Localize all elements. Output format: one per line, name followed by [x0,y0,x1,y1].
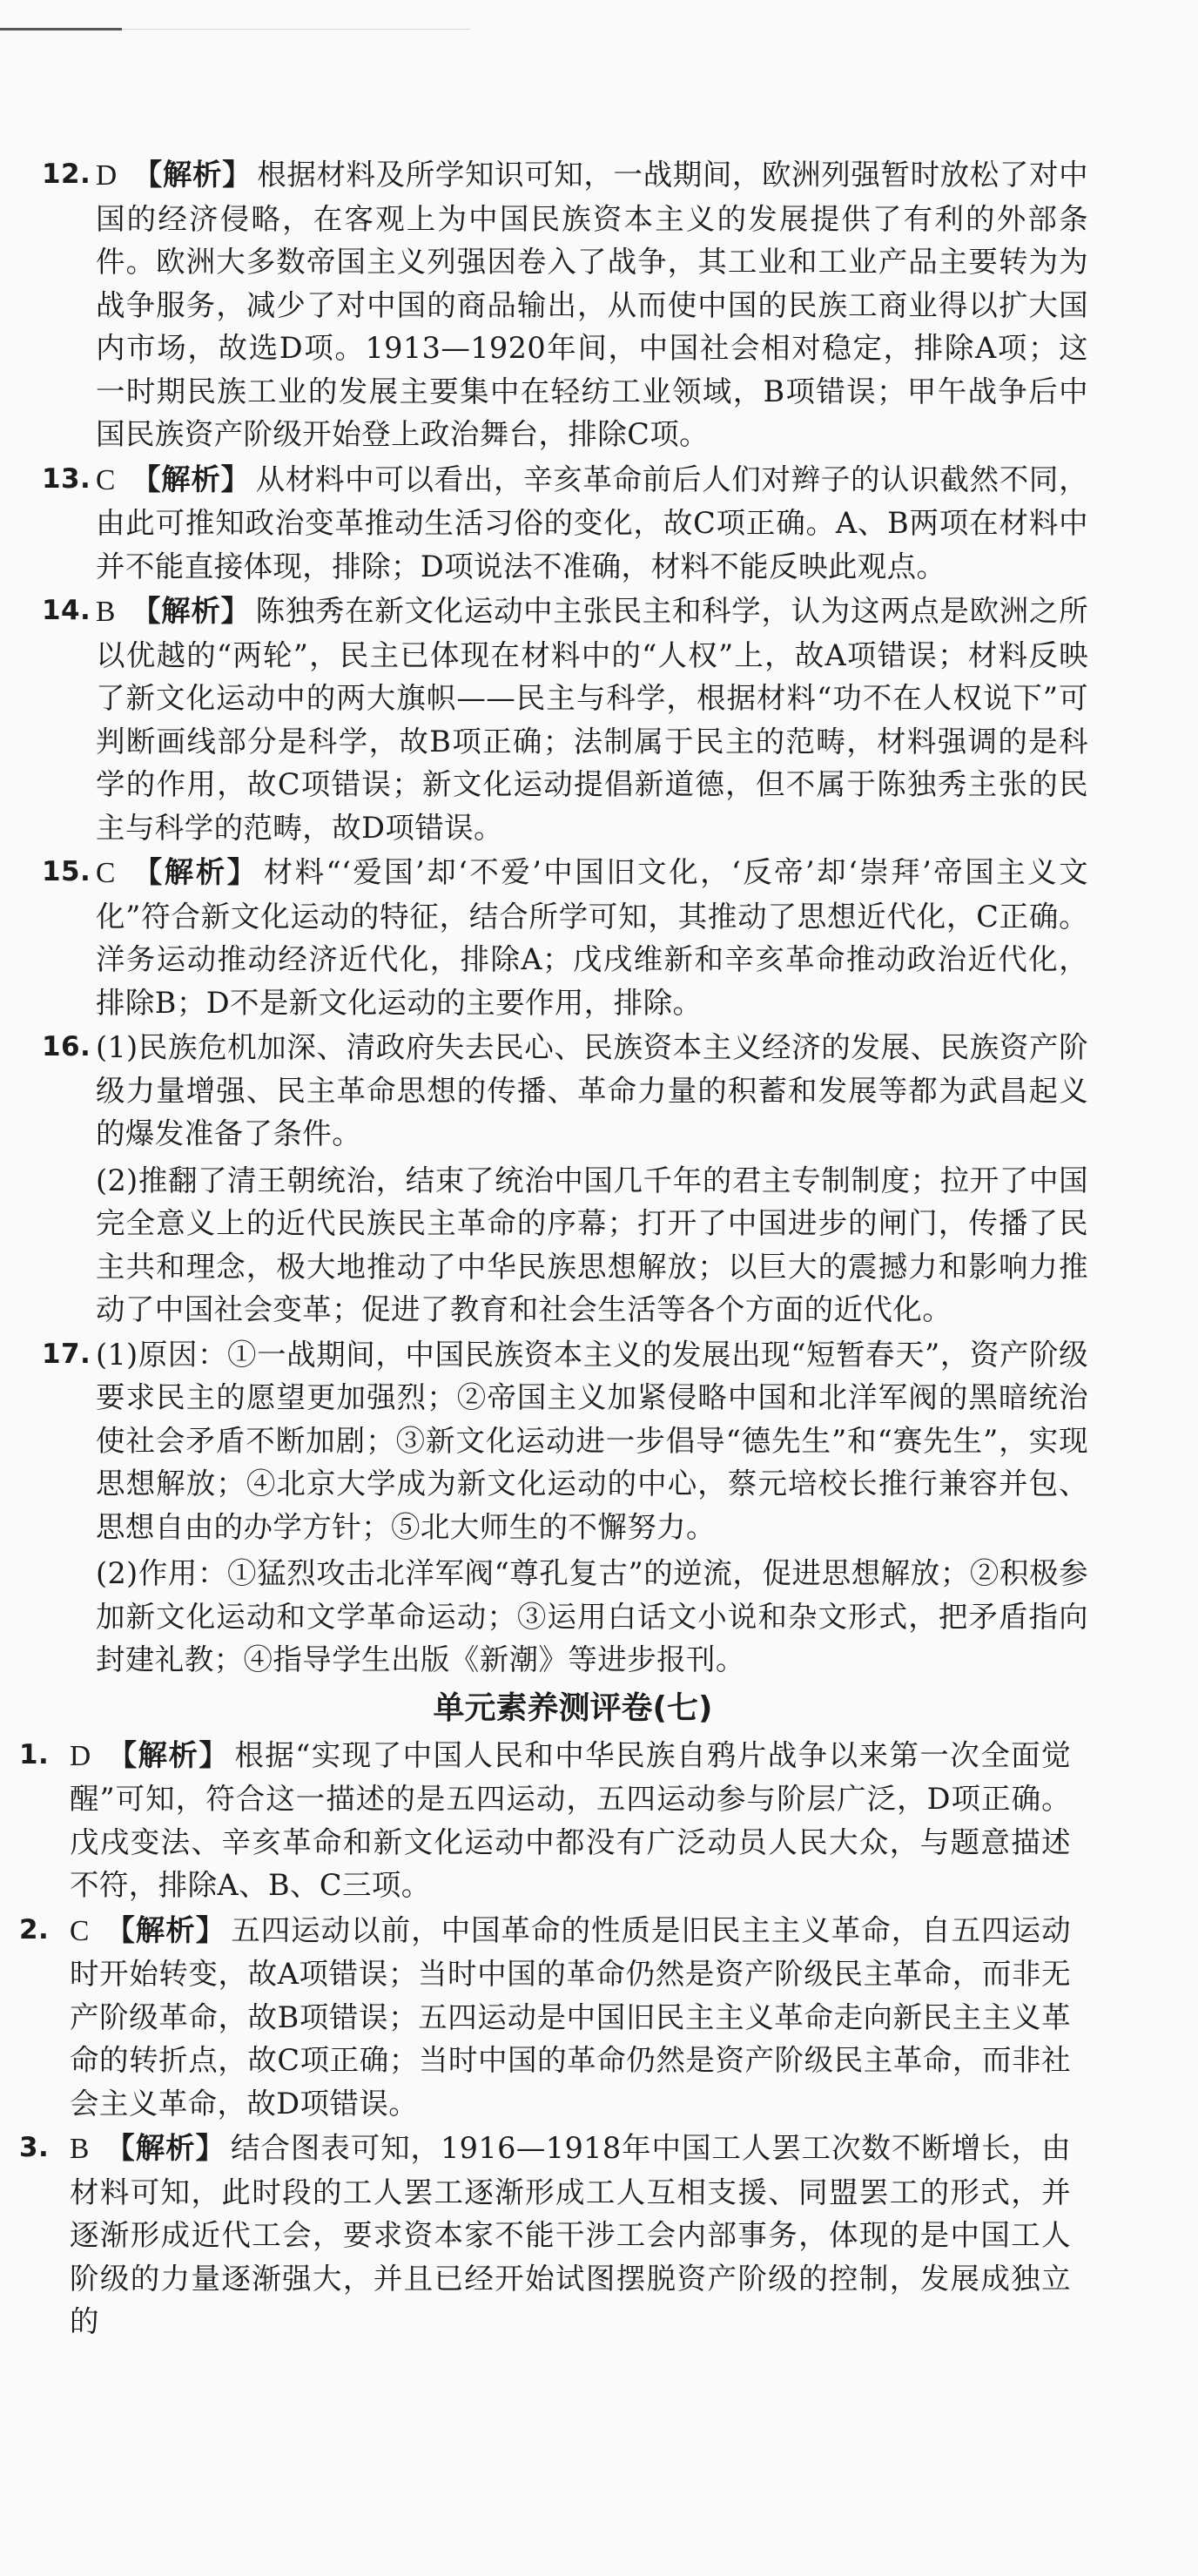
question-number: 15. [42,856,91,887]
analysis-tag: 【解析】 [131,594,251,628]
question-number: 3. [19,2132,50,2163]
analysis-tag: 【解析】 [106,1737,230,1772]
answer-item-12 [42,153,1088,456]
answer-part-1: (1)原因：①一战期间，中国民族资本主义的发展出现“短暂春天”，资产阶级要求民主的愿望更加强烈；②帝国主义加紧侵略中国和北洋军阀的黑暗统治使社会矛盾不断加剧；③新文化运动进一步倡导“德先生”和“赛先生”，实现思想解放；④北京大学成为新文化运动的中心，蔡元培校长推行兼容并包、思想自由的办学方针；⑤北大师生的不懈努力。 [96,1337,1088,1544]
answer-item-1 [19,1734,1072,1907]
analysis-text: 从材料中可以看出，辛亥革命前后人们对辫子的认识截然不同，由此可推知政治变革推动生活习俗的变化，故C项正确。A、B两项在材料中并不能直接体现，排除；D项说法不准确，材料不能反映此观点。 [96,462,1088,583]
answer-item-2 [19,1909,1071,2126]
answer-item-3 [19,2127,1071,2343]
analysis-text: 陈独秀在新文化运动中主张民主和科学，认为这两点是欧洲之所以优越的“两轮”，民主已体现在材料中的“人权”上，故A项错误；材料反映了新文化运动中的两大旗帜——民主与科学，根据材料“功不在人权说下”可判断画线部分是科学，故B项正确；法制属于民主的范畴，材料强调的是科学的作用，故C项错误；新文化运动提倡新道德，但不属于陈独秀主张的民主与科学的范畴，故D项错误。 [96,594,1088,845]
answer-item-15 [42,851,1088,1024]
answer-item-13 [42,458,1088,589]
analysis-text: 根据“实现了中国人民和中华民族自鸦片战争以来第一次全面觉醒”可知，符合这一描述的是五四运动，五四运动参与阶层广泛，D项正确。戊戌变法、辛亥革命和新文化运动中都没有广泛动员人民大众，与题意描述不符，排除A、B、C三项。 [70,1737,1072,1902]
analysis-tag: 【解析】 [104,1912,226,1947]
question-number: 17. [42,1338,91,1370]
question-number: 2. [19,1913,50,1945]
question-number: 16. [42,1031,91,1062]
analysis-text: 五四运动以前，中国革命的性质是旧民主主义革命，自五四运动时开始转变，故A项错误；当时中国的革命仍然是资产阶级民主革命，而非无产阶级革命，故B项错误；五四运动是中国旧民主主义革命走向新民主主义革命的转折点，故C项正确；当时中国的革命仍然是资产阶级民主革命，而非社会主义革命，故D项错误。 [70,1912,1071,2121]
answer-choice: C [96,857,116,889]
answer-choice: C [96,463,116,496]
answer-choice: B [70,2133,90,2165]
answer-choice: D [96,159,118,192]
analysis-text: 材料“‘爱国’却‘不爱’中国旧文化，‘反帝’却‘崇拜’帝国主义文化”符合新文化运动的特征，结合所学可知，其推动了思想近代化，C正确。洋务运动推动经济近代化，排除A；戊戌维新和辛亥革命推动政治近代化，排除B；D不是新文化运动的主要作用，排除。 [96,855,1088,1020]
question-number: 12. [42,158,91,190]
answer-choice: B [96,596,116,628]
answer-item-16 [42,1026,1088,1332]
answer-choice: D [70,1739,91,1772]
answer-item-14 [42,590,1088,849]
analysis-text: 结合图表可知，1916—1918年中国工人罢工次数不断增长，由材料可知，此时段的工人罢工逐渐形成工人互相支援、同盟罢工的形式，并逐渐形成近代工会，要求资本家不能干涉工会内部事务，体现的是中国工人阶级的力量逐渐强大，并且已经开始试图摆脱资产阶级的控制，发展成独立的 [70,2131,1071,2338]
answer-item-17 [42,1333,1088,1682]
answer-part-1: (1)民族危机加深、清政府失去民心、民族资本主义经济的发展、民族资产阶级力量增强、民主革命思想的传播、革命力量的积蓄和发展等都为武昌起义的爆发准备了条件。 [96,1030,1088,1150]
question-number: 14. [42,595,91,626]
answer-part-2: (2)作用：①猛烈攻击北洋军阀“尊孔复古”的逆流，促进思想解放；②积极参加新文化运动和文学革命运动；③运用白话文小说和杂文形式，把矛盾指向封建礼教；④指导学生出版《新潮》等进步报刊。 [96,1556,1088,1676]
answer-choice: C [70,1914,90,1947]
answer-part-2: (2)推翻了清王朝统治，结束了统治中国几千年的君主专制制度；拉开了中国完全意义上的近代民族民主革命的序幕；打开了中国进步的闸门，传播了民主共和理念，极大地推动了中华民族思想解放；以巨大的震撼力和影响力推动了中国社会变革；促进了教育和社会生活等各个方面的近代化。 [96,1163,1088,1326]
analysis-tag: 【解析】 [131,855,259,889]
analysis-tag: 【解析】 [132,158,252,192]
analysis-text: 根据材料及所学知识可知，一战期间，欧洲列强暂时放松了对中国的经济侵略，在客观上为中国民族资本主义的发展提供了有利的外部条件。欧洲大多数帝国主义列强因卷入了战争，其工业和工业产品主要转为为战争服务，减少了对中国的商品输出，从而使中国的民族工商业得以扩大国内市场，故选D项。1913—1920年间，中国社会相对稳定，排除A项；这一时期民族工业的发展主要集中在轻纺工业领域，B项错误；甲午战争后中国民族资产阶级开始登上政治舞台，排除C项。 [96,158,1088,451]
question-number: 13. [42,462,91,495]
analysis-tag: 【解析】 [104,2131,225,2165]
question-number: 1. [19,1738,50,1770]
section-title: 单元素养测评卷(七) [433,1689,713,1726]
analysis-tag: 【解析】 [131,462,251,496]
